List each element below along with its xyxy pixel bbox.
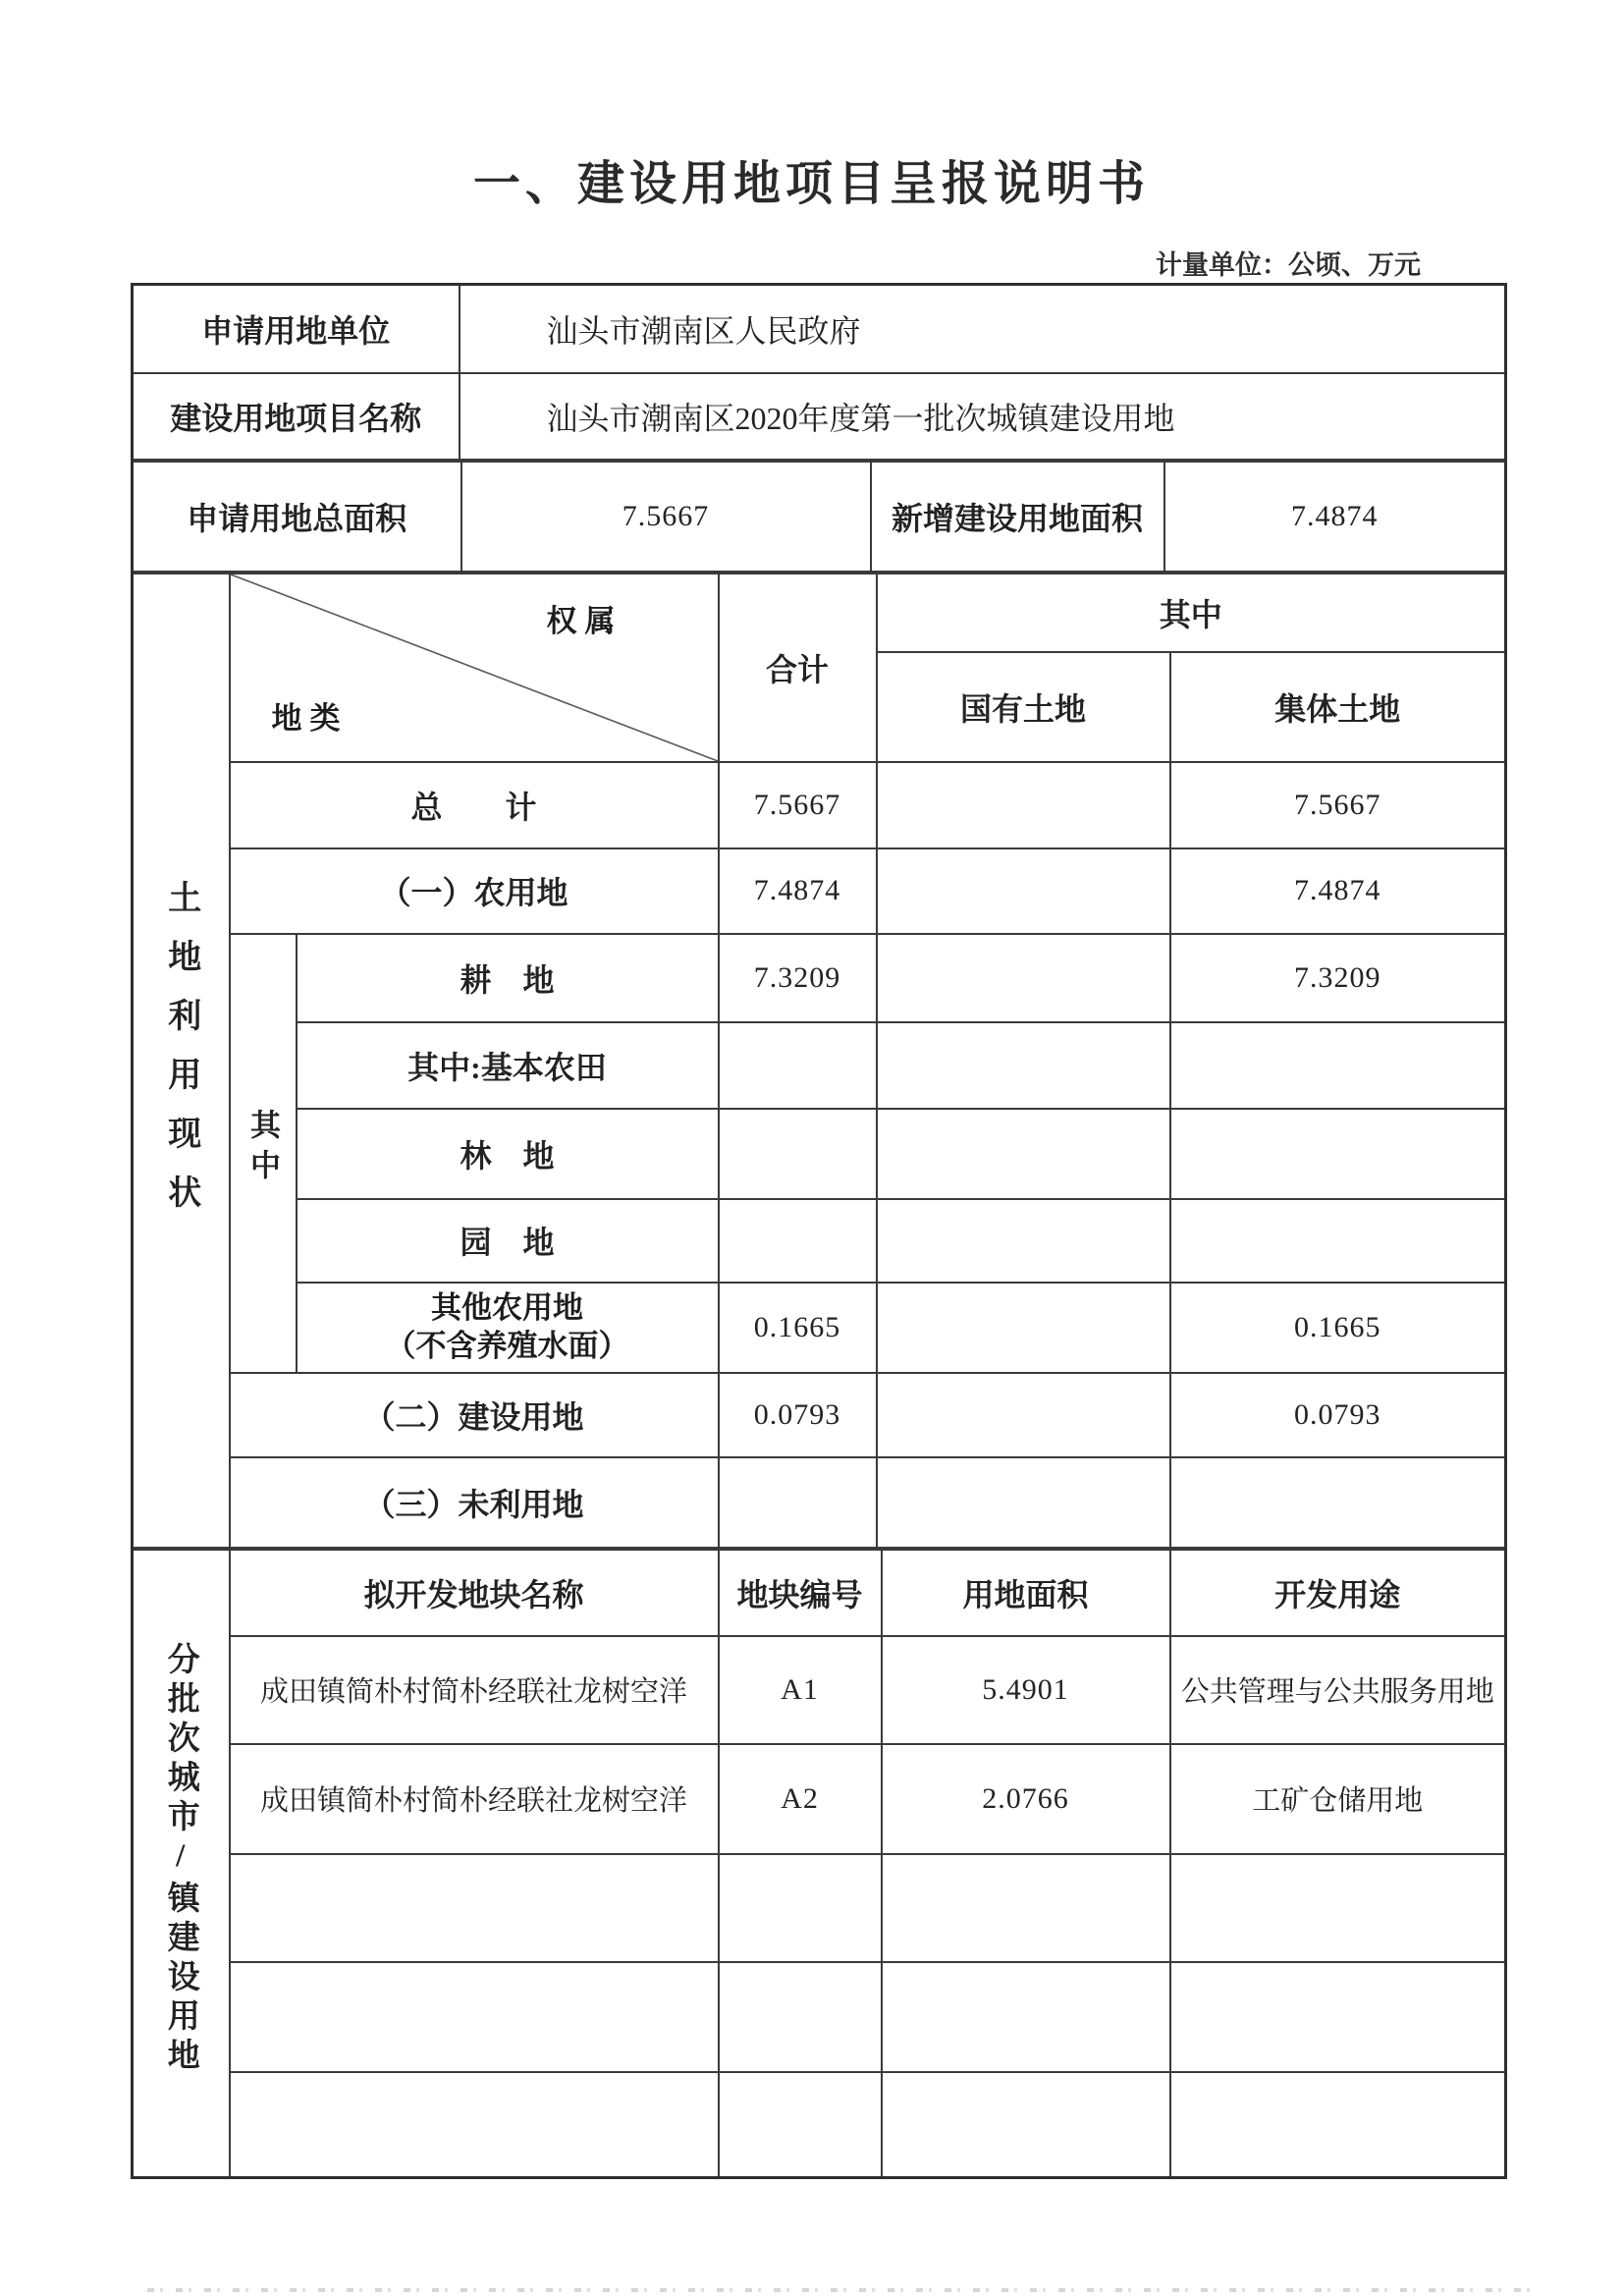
total-column-header: 合计 xyxy=(719,574,877,762)
land-use-section-label: 土地利用现状 xyxy=(162,879,199,1233)
new-area-label: 新增建设用地面积 xyxy=(871,462,1164,572)
parcel-area xyxy=(882,1854,1170,1962)
table-row xyxy=(133,1022,1506,1109)
parcel-code xyxy=(719,1854,882,1962)
among-header: 其中 xyxy=(877,574,1506,652)
measure-unit-note: 计量单位：公顷、万元 xyxy=(1156,250,1421,280)
parcel-area: 2.0766 xyxy=(882,1744,1170,1854)
land-use-table xyxy=(131,573,1507,1549)
table-row xyxy=(133,1199,1506,1283)
parcel-area xyxy=(882,2072,1170,2178)
row-construction-label: （二）建设用地 xyxy=(230,1373,719,1457)
row-forest-collective xyxy=(1170,1109,1506,1199)
row-basic-farmland-sum xyxy=(719,1022,877,1109)
parcel-code: A1 xyxy=(719,1636,882,1744)
row-basic-farmland-state xyxy=(877,1022,1170,1109)
row-unused-state xyxy=(877,1457,1170,1548)
table-row xyxy=(133,1744,1506,1854)
row-other-farmland-state xyxy=(877,1283,1170,1373)
scan-artifact xyxy=(147,2288,1535,2292)
state-land-header: 国有土地 xyxy=(877,652,1170,762)
table-row xyxy=(133,1550,1506,1636)
row-farmland-collective: 7.4874 xyxy=(1170,848,1506,934)
parcels-section-label: 分批次城市/镇建设用地 xyxy=(162,1641,198,2077)
parcel-use: 工矿仓储用地 xyxy=(1170,1744,1506,1854)
row-total-collective: 7.5667 xyxy=(1170,762,1506,848)
parcel-name xyxy=(230,1962,719,2072)
row-farmland-state xyxy=(877,848,1170,934)
collective-land-header: 集体土地 xyxy=(1170,652,1506,762)
table-row xyxy=(133,934,1506,1022)
row-total-sum: 7.5667 xyxy=(719,762,877,848)
parcel-name-header: 拟开发地块名称 xyxy=(230,1550,719,1636)
parcels-table xyxy=(131,1549,1507,2180)
parcel-use-header: 开发用途 xyxy=(1170,1550,1506,1636)
row-cultivated-label: 耕 地 xyxy=(297,934,719,1022)
row-other-farmland-label-line2: （不含养殖水面） xyxy=(385,1328,629,1363)
parcel-area-header: 用地面积 xyxy=(882,1550,1170,1636)
row-forest-label: 林 地 xyxy=(297,1109,719,1199)
row-basic-farmland-label: 其中:基本农田 xyxy=(297,1022,719,1109)
total-area-label: 申请用地总面积 xyxy=(133,462,461,572)
project-name-value: 汕头市潮南区2020年度第一批次城镇建设用地 xyxy=(460,373,1506,460)
parcel-code: A2 xyxy=(719,1744,882,1854)
info-table xyxy=(131,283,1507,461)
row-other-farmland-sum: 0.1665 xyxy=(719,1283,877,1373)
row-forest-sum xyxy=(719,1109,877,1199)
table-row xyxy=(133,762,1506,848)
table-row xyxy=(133,1457,1506,1548)
row-forest-state xyxy=(877,1109,1170,1199)
table-row xyxy=(133,1636,1506,1744)
row-basic-farmland-collective xyxy=(1170,1022,1506,1109)
table-row xyxy=(133,2072,1506,2178)
row-construction-state xyxy=(877,1373,1170,1457)
parcel-name xyxy=(230,2072,719,2178)
row-cultivated-sum: 7.3209 xyxy=(719,934,877,1022)
row-cultivated-collective: 7.3209 xyxy=(1170,934,1506,1022)
table-row xyxy=(133,373,1506,460)
row-farmland-sum: 7.4874 xyxy=(719,848,877,934)
parcel-code xyxy=(719,1962,882,2072)
parcel-code xyxy=(719,2072,882,2178)
parcel-area xyxy=(882,1962,1170,2072)
new-area-value: 7.4874 xyxy=(1164,462,1506,572)
page-title: 一、建设用地项目呈报说明书 xyxy=(472,158,1150,210)
land-type-header: 地类 xyxy=(271,700,349,736)
table-row xyxy=(133,1962,1506,2072)
ownership-header: 权属 xyxy=(546,603,623,638)
subgroup-label: 其中 xyxy=(245,1109,280,1189)
table-row xyxy=(133,1283,1506,1373)
table-row xyxy=(133,848,1506,934)
applicant-label: 申请用地单位 xyxy=(133,285,460,373)
parcels-section-cell xyxy=(133,1550,230,2178)
parcel-name xyxy=(230,1854,719,1962)
row-total-label: 总 计 xyxy=(230,762,719,848)
row-unused-sum xyxy=(719,1457,877,1548)
table-row xyxy=(133,1373,1506,1457)
parcel-name: 成田镇简朴村简朴经联社龙树空洋 xyxy=(230,1744,719,1854)
total-area-value: 7.5667 xyxy=(461,462,871,572)
parcel-area: 5.4901 xyxy=(882,1636,1170,1744)
row-garden-state xyxy=(877,1199,1170,1283)
row-garden-collective xyxy=(1170,1199,1506,1283)
row-unused-collective xyxy=(1170,1457,1506,1548)
row-farmland-label: （一）农用地 xyxy=(230,848,719,934)
parcel-code-header: 地块编号 xyxy=(719,1550,882,1636)
row-other-farmland-label-line1: 其他农用地 xyxy=(431,1289,583,1325)
parcel-use: 公共管理与公共服务用地 xyxy=(1170,1636,1506,1744)
row-total-state xyxy=(877,762,1170,848)
project-name-label: 建设用地项目名称 xyxy=(133,373,460,460)
table-row xyxy=(133,1854,1506,1962)
area-table xyxy=(131,461,1507,573)
subgroup-cell xyxy=(230,934,297,1373)
row-other-farmland-collective: 0.1665 xyxy=(1170,1283,1506,1373)
row-construction-sum: 0.0793 xyxy=(719,1373,877,1457)
table-row xyxy=(133,574,1506,652)
row-other-farmland-label xyxy=(297,1283,719,1373)
parcel-name: 成田镇简朴村简朴经联社龙树空洋 xyxy=(230,1636,719,1744)
land-use-section-cell xyxy=(133,574,230,1548)
parcel-use xyxy=(1170,1962,1506,2072)
row-garden-sum xyxy=(719,1199,877,1283)
applicant-value: 汕头市潮南区人民政府 xyxy=(460,285,1506,373)
row-garden-label: 园 地 xyxy=(297,1199,719,1283)
row-construction-collective: 0.0793 xyxy=(1170,1373,1506,1457)
table-row xyxy=(133,285,1506,373)
diagonal-header-cell xyxy=(230,574,719,762)
row-unused-label: （三）未利用地 xyxy=(230,1457,719,1548)
parcel-use xyxy=(1170,2072,1506,2178)
row-cultivated-state xyxy=(877,934,1170,1022)
form-table xyxy=(131,283,1509,2179)
table-row xyxy=(133,1109,1506,1199)
table-row xyxy=(133,462,1506,572)
parcel-use xyxy=(1170,1854,1506,1962)
